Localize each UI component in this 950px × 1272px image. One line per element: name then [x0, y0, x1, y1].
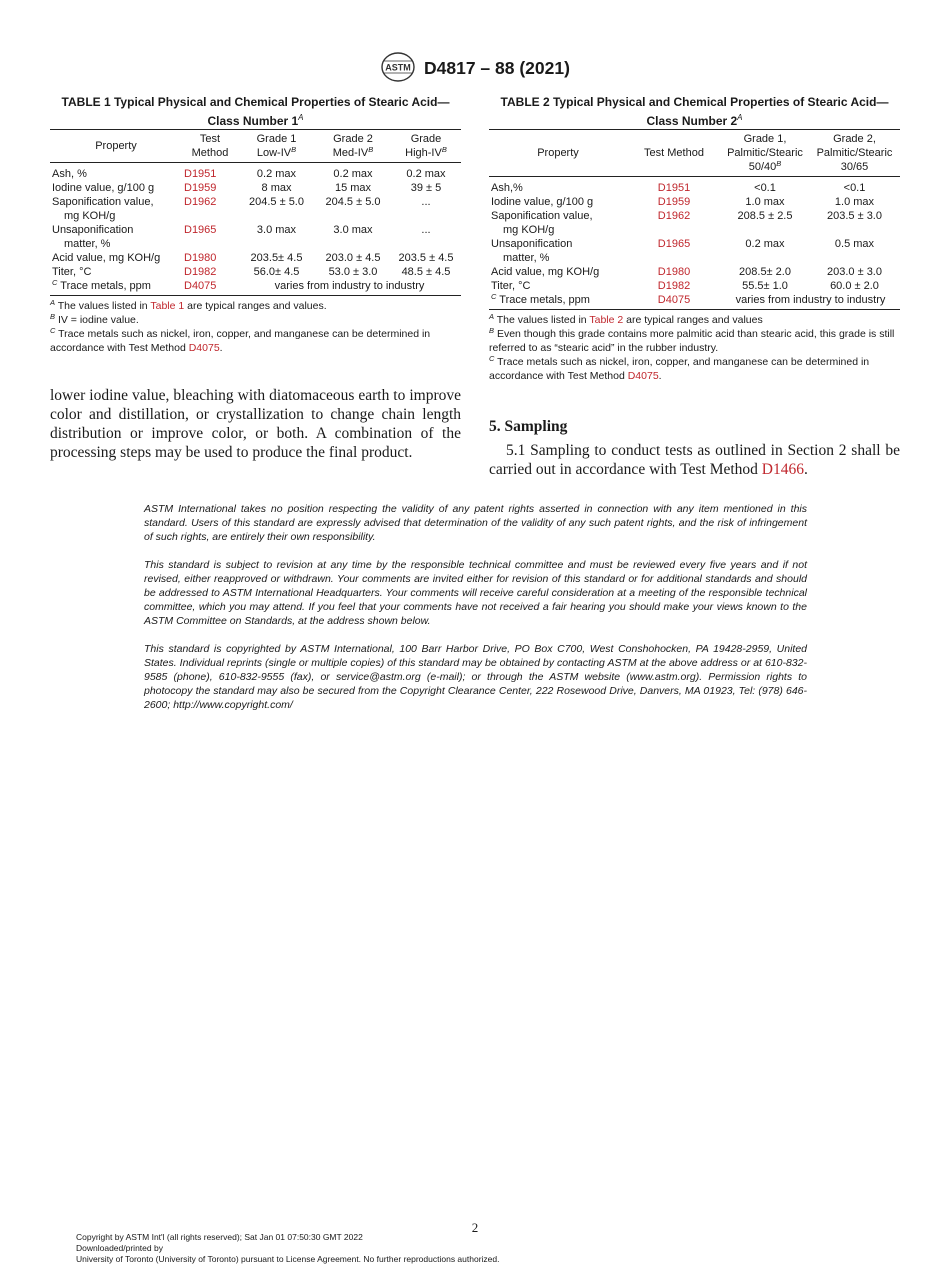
table-row: $^C$ Trace metals, ppm D4075 varies from industry to industry	[50, 279, 461, 296]
table-row: Acid value, mg KOH/g D1980 203.5± 4.5 203.0 ± 4.5 203.5 ± 4.5	[52, 252, 454, 264]
method-link[interactable]: D1959	[184, 182, 217, 194]
table2-caption-sup: A	[737, 113, 743, 122]
table2-header-grade2: Grade 2, Palmitic/Stearic 30/65	[809, 130, 900, 177]
table-row: Ash, % D1951 0.2 max 0.2 max 0.2 max	[52, 168, 446, 180]
notice-patent: ASTM International takes no position respecting the validity of any patent rights asserted in connection with any item mentioned in this standard. Users of this standard are expressly advised that determination of the validity of any such patent rights, and the risk of infringement of such rights, are entirely their own responsibility.	[144, 503, 807, 543]
table1-caption-text: TABLE 1 Typical Physical and Chemical Properties of Stearic Acid—Class Number 1	[61, 95, 450, 128]
table-row: Titer, °C D1982 55.5± 1.0 60.0 ± 2.0	[491, 280, 879, 292]
notice-copyright: This standard is copyrighted by ASTM International, 100 Barr Harbor Drive, PO Box C700, West Conshohocken, PA 19428-2959, United States. Individual reprints (single or multiple copies) of this standard may be obtained by contacting ASTM at the above address or at 610-832-9585 (phone), 610-832-9555 (fax), or service@astm.org (e-mail); or through the ASTM website (www.astm.org). Permission rights to photocopy the standard may also be secured from the Copyright Clearance Center, 222 Rosewood Drive, Danvers, MA 01923, Tel: (978) 646-2600; http://www.copyright.com/	[144, 643, 807, 711]
table1-header-method: Test Method	[182, 130, 238, 163]
table1	[50, 129, 461, 296]
method-link[interactable]: D1962	[184, 196, 217, 208]
section-paragraph: 5.1 Sampling to conduct tests as outlined in Section 2 shall be carried out in accordance with Test Method D1466.	[489, 442, 900, 478]
method-link[interactable]: D1982	[184, 266, 217, 278]
footer-line: Copyright by ASTM Int'l (all rights reserved); Sat Jan 01 07:50:30 GMT 2022	[76, 1232, 363, 1242]
page-number: 2	[471, 1220, 479, 1235]
table1-header-grade2: Grade 2 Med-IV$^B$	[315, 130, 391, 163]
body-text-left	[50, 386, 461, 462]
table1-header-property: Property	[50, 130, 182, 163]
section-heading: 5. Sampling	[489, 418, 568, 435]
method-link[interactable]: D1951	[657, 182, 691, 194]
table2-caption	[489, 95, 900, 129]
table-row: Saponification value, mg KOH/g D1962 208.5 ± 2.5 203.5 ± 3.0	[491, 210, 882, 236]
method-link[interactable]: D1962	[657, 210, 691, 222]
table2-section	[489, 95, 900, 383]
method-link[interactable]: D4075	[657, 294, 691, 306]
table1-caption-sup: A	[298, 113, 304, 122]
table-row: Saponification value, mg KOH/g D1962 204.5 ± 5.0 204.5 ± 5.0 ...	[52, 196, 431, 222]
table1-caption	[50, 95, 461, 129]
method-link[interactable]: D1980	[657, 266, 691, 278]
method-link[interactable]: D1980	[184, 252, 217, 264]
method-link[interactable]: D4075	[188, 342, 220, 354]
table-row: Acid value, mg KOH/g D1980 208.5± 2.0 203.0 ± 3.0	[491, 266, 882, 278]
table-row: Unsaponification matter, % D1965 3.0 max 3.0 max ...	[52, 224, 431, 250]
table1-footnotes: $^A$ The values listed in Table 1 are typical ranges and values. $^B$ IV = iodine value. $^C$ Trace metals such as nickel, iron, copper, and manganese can be determined in accordance with Test Method D4075.	[50, 298, 431, 354]
table2-caption-text: TABLE 2 Typical Physical and Chemical Properties of Stearic Acid—Class Number 2	[500, 95, 889, 128]
method-link[interactable]: D1951	[184, 168, 217, 180]
table-link[interactable]: Table 2	[589, 314, 624, 326]
table2-header-grade1: Grade 1, Palmitic/Stearic 50/40$^B$	[721, 130, 809, 177]
method-link[interactable]: D1982	[657, 280, 691, 292]
method-link[interactable]: D1965	[657, 238, 691, 250]
footer-line: Downloaded/printed by	[76, 1243, 163, 1253]
table1-header-grade3: Grade High-IV$^B$	[391, 130, 461, 163]
logo-text: ASTM	[385, 62, 411, 73]
method-link[interactable]: D4075	[627, 370, 659, 382]
table-row: Iodine value, g/100 g D1959 8 max 15 max 39 ± 5	[52, 182, 442, 194]
table2	[489, 129, 900, 310]
page-header	[0, 52, 950, 86]
table-row: Iodine value, g/100 g D1959 1.0 max 1.0 max	[491, 196, 875, 208]
method-link[interactable]: D4075	[184, 280, 217, 292]
table1-section	[50, 95, 461, 355]
footer-line: University of Toronto (University of Toronto) pursuant to License Agreement. No further reproductions authorized.	[76, 1254, 500, 1264]
table1-header-grade1: Grade 1 Low-IV$^B$	[238, 130, 315, 163]
table-row: $^C$ Trace metals, ppm D4075 varies from industry to industry	[489, 293, 900, 310]
table2-footnotes: $^A$ The values listed in Table 2 are typical ranges and values $^B$ Even though this grade contains more palmitic acid than stearic acid, this grade is still referred to as “stearic acid” in the rubber industry. $^C$ Trace metals such as nickel, iron, copper, and manganese can be determined in accordance with Test Method D4075.	[489, 312, 895, 382]
method-link[interactable]: D1466	[761, 461, 804, 478]
method-link[interactable]: D1965	[184, 224, 217, 236]
body-paragraph: lower iodine value, bleaching with diatomaceous earth to improve color and distillation, or crystallization to change chain length distribution or improve color, or both. A combination of the processing steps may be used to produce the final product.	[50, 387, 461, 461]
section-5	[489, 417, 900, 479]
table-link[interactable]: Table 1	[150, 300, 185, 312]
table2-header-method: Test Method	[627, 130, 721, 177]
table2-header-property: Property	[489, 130, 627, 177]
copyright-footer	[76, 1232, 876, 1265]
table-row: Unsaponification matter, % D1965 0.2 max 0.5 max	[491, 238, 875, 264]
notice-revision: This standard is subject to revision at any time by the responsible technical committee and must be reviewed every five years and if not revised, either reapproved or withdrawn. Your comments are invited either for revision of this standard or for additional standards and should be addressed to ASTM International Headquarters. Your comments will receive careful consideration at a meeting of the responsible technical committee, which you may attend. If you feel that your comments have not received a fair hearing you should make your views known to the ASTM Committee on Standards, at the address shown below.	[144, 559, 807, 627]
table-row: Titer, °C D1982 56.0± 4.5 53.0 ± 3.0 48.5 ± 4.5	[52, 266, 451, 278]
table-row: Ash,% D1951 <0.1 <0.1	[491, 182, 866, 194]
document-id: D4817 – 88 (2021)	[424, 58, 570, 78]
method-link[interactable]: D1959	[657, 196, 691, 208]
legal-notices	[144, 502, 807, 726]
astm-logo-icon	[380, 52, 416, 82]
